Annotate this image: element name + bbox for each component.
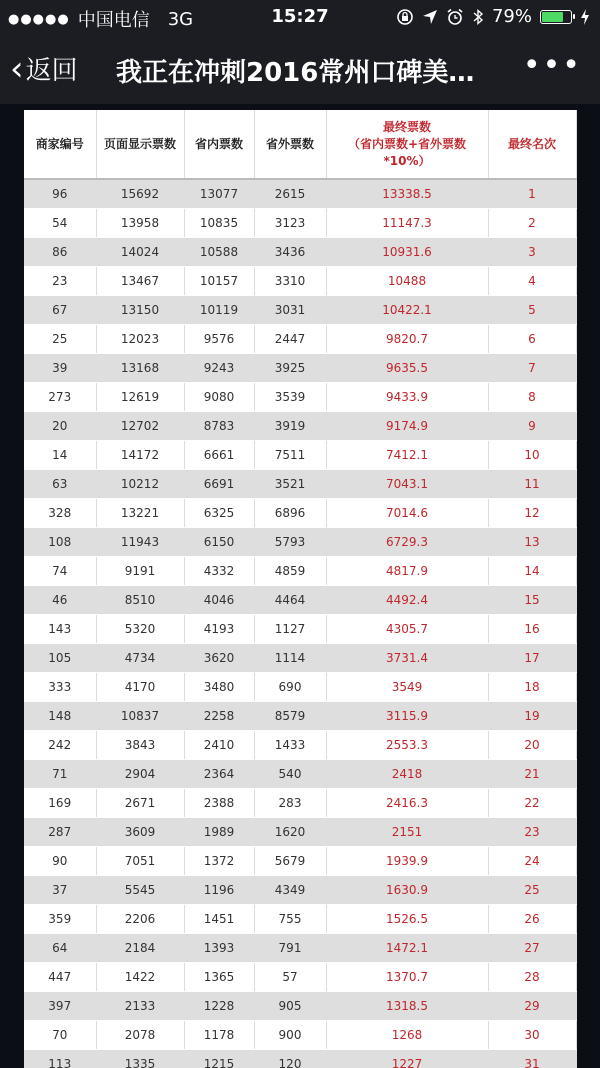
in-province-cell: 8783 bbox=[184, 412, 254, 441]
table-row bbox=[24, 876, 576, 905]
status-bar bbox=[0, 0, 600, 34]
battery-icon bbox=[540, 10, 572, 24]
header-final-votes-line3: *10%） bbox=[383, 153, 431, 168]
page-votes-cell: 2184 bbox=[96, 934, 184, 963]
final-votes-cell: 1227 bbox=[326, 1050, 488, 1068]
merchant-id-cell: 14 bbox=[24, 441, 96, 470]
table-body bbox=[24, 179, 576, 1068]
final-rank-cell: 22 bbox=[488, 789, 576, 818]
network-type: 3G bbox=[167, 8, 194, 30]
table-row bbox=[24, 383, 576, 412]
page-votes-cell: 13958 bbox=[96, 209, 184, 238]
in-province-cell: 1365 bbox=[184, 963, 254, 992]
final-rank-cell: 9 bbox=[488, 412, 576, 441]
in-province-cell: 9080 bbox=[184, 383, 254, 412]
signal-strength-icon: ●●●●● bbox=[8, 11, 70, 27]
out-province-cell: 1433 bbox=[254, 731, 326, 760]
table-row bbox=[24, 615, 576, 644]
final-votes-cell: 4492.4 bbox=[326, 586, 488, 615]
header-out-province-votes: 省外票数 bbox=[254, 110, 326, 179]
header-merchant-id: 商家编号 bbox=[24, 110, 96, 179]
ranking-table bbox=[24, 110, 577, 1068]
out-province-cell: 3310 bbox=[254, 267, 326, 296]
page-votes-cell: 13150 bbox=[96, 296, 184, 325]
out-province-cell: 120 bbox=[254, 1050, 326, 1068]
in-province-cell: 10119 bbox=[184, 296, 254, 325]
in-province-cell: 10835 bbox=[184, 209, 254, 238]
back-button[interactable] bbox=[10, 50, 78, 87]
final-rank-cell: 21 bbox=[488, 760, 576, 789]
out-province-cell: 2615 bbox=[254, 179, 326, 209]
final-votes-cell: 1472.1 bbox=[326, 934, 488, 963]
merchant-id-cell: 108 bbox=[24, 528, 96, 557]
out-province-cell: 3521 bbox=[254, 470, 326, 499]
merchant-id-cell: 74 bbox=[24, 557, 96, 586]
merchant-id-cell: 63 bbox=[24, 470, 96, 499]
in-province-cell: 9243 bbox=[184, 354, 254, 383]
merchant-id-cell: 113 bbox=[24, 1050, 96, 1068]
page-votes-cell: 1422 bbox=[96, 963, 184, 992]
merchant-id-cell: 287 bbox=[24, 818, 96, 847]
final-rank-cell: 23 bbox=[488, 818, 576, 847]
merchant-id-cell: 143 bbox=[24, 615, 96, 644]
in-province-cell: 1196 bbox=[184, 876, 254, 905]
page-votes-cell: 2133 bbox=[96, 992, 184, 1021]
final-rank-cell: 14 bbox=[488, 557, 576, 586]
status-right bbox=[396, 6, 590, 27]
page-votes-cell: 9191 bbox=[96, 557, 184, 586]
out-province-cell: 1114 bbox=[254, 644, 326, 673]
merchant-id-cell: 397 bbox=[24, 992, 96, 1021]
final-rank-cell: 12 bbox=[488, 499, 576, 528]
merchant-id-cell: 96 bbox=[24, 179, 96, 209]
merchant-id-cell: 20 bbox=[24, 412, 96, 441]
final-votes-cell: 1268 bbox=[326, 1021, 488, 1050]
final-rank-cell: 7 bbox=[488, 354, 576, 383]
page-votes-cell: 12023 bbox=[96, 325, 184, 354]
final-votes-cell: 2151 bbox=[326, 818, 488, 847]
page-votes-cell: 10212 bbox=[96, 470, 184, 499]
final-rank-cell: 31 bbox=[488, 1050, 576, 1068]
in-province-cell: 1393 bbox=[184, 934, 254, 963]
out-province-cell: 3925 bbox=[254, 354, 326, 383]
table-row bbox=[24, 557, 576, 586]
page-votes-cell: 13467 bbox=[96, 267, 184, 296]
table-row bbox=[24, 760, 576, 789]
in-province-cell: 6150 bbox=[184, 528, 254, 557]
merchant-id-cell: 86 bbox=[24, 238, 96, 267]
table-row bbox=[24, 528, 576, 557]
final-rank-cell: 10 bbox=[488, 441, 576, 470]
final-rank-cell: 24 bbox=[488, 847, 576, 876]
final-rank-cell: 15 bbox=[488, 586, 576, 615]
page-votes-cell: 4734 bbox=[96, 644, 184, 673]
out-province-cell: 791 bbox=[254, 934, 326, 963]
out-province-cell: 690 bbox=[254, 673, 326, 702]
final-votes-cell: 1370.7 bbox=[326, 963, 488, 992]
page-votes-cell: 3609 bbox=[96, 818, 184, 847]
merchant-id-cell: 64 bbox=[24, 934, 96, 963]
final-votes-cell: 1939.9 bbox=[326, 847, 488, 876]
merchant-id-cell: 23 bbox=[24, 267, 96, 296]
merchant-id-cell: 25 bbox=[24, 325, 96, 354]
out-province-cell: 3031 bbox=[254, 296, 326, 325]
in-province-cell: 4046 bbox=[184, 586, 254, 615]
page-votes-cell: 2206 bbox=[96, 905, 184, 934]
location-arrow-icon bbox=[422, 9, 438, 25]
table-row bbox=[24, 673, 576, 702]
page-title: 我正在冲刺2016常州口碑美… bbox=[116, 58, 475, 88]
page-votes-cell: 14024 bbox=[96, 238, 184, 267]
bluetooth-icon bbox=[472, 8, 484, 26]
table-row bbox=[24, 586, 576, 615]
out-province-cell: 3919 bbox=[254, 412, 326, 441]
final-rank-cell: 16 bbox=[488, 615, 576, 644]
final-rank-cell: 1 bbox=[488, 179, 576, 209]
page-votes-cell: 3843 bbox=[96, 731, 184, 760]
header-in-province-votes: 省内票数 bbox=[184, 110, 254, 179]
header-final-rank: 最终名次 bbox=[488, 110, 576, 179]
in-province-cell: 4332 bbox=[184, 557, 254, 586]
in-province-cell: 10157 bbox=[184, 267, 254, 296]
header-final-votes-line2: （省内票数+省外票数 bbox=[347, 136, 467, 151]
out-province-cell: 3123 bbox=[254, 209, 326, 238]
out-province-cell: 6896 bbox=[254, 499, 326, 528]
page-votes-cell: 2904 bbox=[96, 760, 184, 789]
more-button[interactable]: ••• bbox=[522, 48, 582, 83]
page-votes-cell: 10837 bbox=[96, 702, 184, 731]
table-row bbox=[24, 818, 576, 847]
table-header-row bbox=[24, 110, 576, 179]
merchant-id-cell: 46 bbox=[24, 586, 96, 615]
final-votes-cell: 3731.4 bbox=[326, 644, 488, 673]
final-votes-cell: 9433.9 bbox=[326, 383, 488, 412]
page-votes-cell: 8510 bbox=[96, 586, 184, 615]
header-final-votes bbox=[326, 110, 488, 179]
merchant-id-cell: 67 bbox=[24, 296, 96, 325]
merchant-id-cell: 70 bbox=[24, 1021, 96, 1050]
page-votes-cell: 1335 bbox=[96, 1050, 184, 1068]
final-votes-cell: 1630.9 bbox=[326, 876, 488, 905]
final-rank-cell: 6 bbox=[488, 325, 576, 354]
table-row bbox=[24, 905, 576, 934]
out-province-cell: 1620 bbox=[254, 818, 326, 847]
out-province-cell: 5679 bbox=[254, 847, 326, 876]
merchant-id-cell: 90 bbox=[24, 847, 96, 876]
table-row bbox=[24, 412, 576, 441]
table-row bbox=[24, 963, 576, 992]
alarm-icon bbox=[446, 8, 464, 26]
out-province-cell: 5793 bbox=[254, 528, 326, 557]
in-province-cell: 6661 bbox=[184, 441, 254, 470]
merchant-id-cell: 105 bbox=[24, 644, 96, 673]
final-rank-cell: 20 bbox=[488, 731, 576, 760]
out-province-cell: 2447 bbox=[254, 325, 326, 354]
web-content[interactable] bbox=[0, 104, 600, 1068]
merchant-id-cell: 359 bbox=[24, 905, 96, 934]
table-row bbox=[24, 267, 576, 296]
in-province-cell: 6325 bbox=[184, 499, 254, 528]
out-province-cell: 1127 bbox=[254, 615, 326, 644]
page-votes-cell: 5320 bbox=[96, 615, 184, 644]
out-province-cell: 755 bbox=[254, 905, 326, 934]
in-province-cell: 3480 bbox=[184, 673, 254, 702]
table-row bbox=[24, 934, 576, 963]
page-votes-cell: 13221 bbox=[96, 499, 184, 528]
out-province-cell: 7511 bbox=[254, 441, 326, 470]
out-province-cell: 4349 bbox=[254, 876, 326, 905]
in-province-cell: 1228 bbox=[184, 992, 254, 1021]
out-province-cell: 4859 bbox=[254, 557, 326, 586]
merchant-id-cell: 333 bbox=[24, 673, 96, 702]
table-row bbox=[24, 731, 576, 760]
table-row bbox=[24, 1021, 576, 1050]
final-rank-cell: 25 bbox=[488, 876, 576, 905]
out-province-cell: 8579 bbox=[254, 702, 326, 731]
merchant-id-cell: 273 bbox=[24, 383, 96, 412]
table-row bbox=[24, 209, 576, 238]
charging-bolt-icon bbox=[580, 9, 590, 25]
final-rank-cell: 8 bbox=[488, 383, 576, 412]
final-rank-cell: 13 bbox=[488, 528, 576, 557]
table-row bbox=[24, 992, 576, 1021]
merchant-id-cell: 39 bbox=[24, 354, 96, 383]
table-row bbox=[24, 441, 576, 470]
final-rank-cell: 2 bbox=[488, 209, 576, 238]
table-row bbox=[24, 296, 576, 325]
final-votes-cell: 9635.5 bbox=[326, 354, 488, 383]
final-votes-cell: 13338.5 bbox=[326, 179, 488, 209]
in-province-cell: 1989 bbox=[184, 818, 254, 847]
table-row bbox=[24, 847, 576, 876]
in-province-cell: 6691 bbox=[184, 470, 254, 499]
page-votes-cell: 15692 bbox=[96, 179, 184, 209]
status-time: 15:27 bbox=[271, 6, 329, 27]
header-final-votes-line1: 最终票数 bbox=[382, 119, 431, 134]
final-votes-cell: 9174.9 bbox=[326, 412, 488, 441]
table-row bbox=[24, 789, 576, 818]
final-votes-cell: 7412.1 bbox=[326, 441, 488, 470]
in-province-cell: 10588 bbox=[184, 238, 254, 267]
in-province-cell: 2258 bbox=[184, 702, 254, 731]
table-row bbox=[24, 354, 576, 383]
final-rank-cell: 4 bbox=[488, 267, 576, 296]
table-row bbox=[24, 238, 576, 267]
table-row bbox=[24, 179, 576, 209]
table-row bbox=[24, 470, 576, 499]
in-province-cell: 4193 bbox=[184, 615, 254, 644]
out-province-cell: 540 bbox=[254, 760, 326, 789]
final-votes-cell: 7014.6 bbox=[326, 499, 488, 528]
final-rank-cell: 11 bbox=[488, 470, 576, 499]
out-province-cell: 3436 bbox=[254, 238, 326, 267]
header-page-votes: 页面显示票数 bbox=[96, 110, 184, 179]
final-votes-cell: 6729.3 bbox=[326, 528, 488, 557]
in-province-cell: 2388 bbox=[184, 789, 254, 818]
page-votes-cell: 11943 bbox=[96, 528, 184, 557]
table-row bbox=[24, 644, 576, 673]
final-rank-cell: 17 bbox=[488, 644, 576, 673]
page-votes-cell: 13168 bbox=[96, 354, 184, 383]
out-province-cell: 57 bbox=[254, 963, 326, 992]
final-votes-cell: 1318.5 bbox=[326, 992, 488, 1021]
back-label: 返回 bbox=[25, 56, 78, 86]
final-votes-cell: 10488 bbox=[326, 267, 488, 296]
out-province-cell: 283 bbox=[254, 789, 326, 818]
merchant-id-cell: 328 bbox=[24, 499, 96, 528]
final-rank-cell: 5 bbox=[488, 296, 576, 325]
orientation-lock-icon bbox=[396, 8, 414, 26]
out-province-cell: 905 bbox=[254, 992, 326, 1021]
in-province-cell: 13077 bbox=[184, 179, 254, 209]
chevron-left-icon: ‹ bbox=[10, 48, 24, 89]
out-province-cell: 3539 bbox=[254, 383, 326, 412]
page-votes-cell: 2078 bbox=[96, 1021, 184, 1050]
final-votes-cell: 7043.1 bbox=[326, 470, 488, 499]
final-votes-cell: 2416.3 bbox=[326, 789, 488, 818]
final-votes-cell: 2418 bbox=[326, 760, 488, 789]
in-province-cell: 9576 bbox=[184, 325, 254, 354]
ranking-sheet bbox=[24, 110, 576, 1068]
in-province-cell: 1372 bbox=[184, 847, 254, 876]
merchant-id-cell: 71 bbox=[24, 760, 96, 789]
page-votes-cell: 12702 bbox=[96, 412, 184, 441]
page-votes-cell: 2671 bbox=[96, 789, 184, 818]
table-row bbox=[24, 702, 576, 731]
in-province-cell: 2364 bbox=[184, 760, 254, 789]
final-rank-cell: 18 bbox=[488, 673, 576, 702]
merchant-id-cell: 447 bbox=[24, 963, 96, 992]
final-votes-cell: 4305.7 bbox=[326, 615, 488, 644]
final-rank-cell: 26 bbox=[488, 905, 576, 934]
battery-percent: 79% bbox=[491, 6, 532, 27]
final-votes-cell: 3549 bbox=[326, 673, 488, 702]
merchant-id-cell: 37 bbox=[24, 876, 96, 905]
table-row bbox=[24, 499, 576, 528]
table-row bbox=[24, 1050, 576, 1068]
final-votes-cell: 3115.9 bbox=[326, 702, 488, 731]
table-row bbox=[24, 325, 576, 354]
final-votes-cell: 4817.9 bbox=[326, 557, 488, 586]
final-rank-cell: 27 bbox=[488, 934, 576, 963]
battery-fill bbox=[542, 12, 563, 22]
final-votes-cell: 2553.3 bbox=[326, 731, 488, 760]
merchant-id-cell: 54 bbox=[24, 209, 96, 238]
final-rank-cell: 29 bbox=[488, 992, 576, 1021]
final-votes-cell: 11147.3 bbox=[326, 209, 488, 238]
final-rank-cell: 3 bbox=[488, 238, 576, 267]
page-votes-cell: 4170 bbox=[96, 673, 184, 702]
page-votes-cell: 14172 bbox=[96, 441, 184, 470]
final-votes-cell: 1526.5 bbox=[326, 905, 488, 934]
page-votes-cell: 5545 bbox=[96, 876, 184, 905]
out-province-cell: 900 bbox=[254, 1021, 326, 1050]
merchant-id-cell: 148 bbox=[24, 702, 96, 731]
final-rank-cell: 19 bbox=[488, 702, 576, 731]
final-votes-cell: 10931.6 bbox=[326, 238, 488, 267]
in-province-cell: 1451 bbox=[184, 905, 254, 934]
carrier-name: 中国电信 bbox=[77, 10, 150, 31]
merchant-id-cell: 169 bbox=[24, 789, 96, 818]
page-votes-cell: 7051 bbox=[96, 847, 184, 876]
in-province-cell: 1215 bbox=[184, 1050, 254, 1068]
final-votes-cell: 10422.1 bbox=[326, 296, 488, 325]
nav-bar bbox=[0, 34, 600, 104]
final-rank-cell: 28 bbox=[488, 963, 576, 992]
out-province-cell: 4464 bbox=[254, 586, 326, 615]
in-province-cell: 2410 bbox=[184, 731, 254, 760]
page-votes-cell: 12619 bbox=[96, 383, 184, 412]
in-province-cell: 3620 bbox=[184, 644, 254, 673]
merchant-id-cell: 242 bbox=[24, 731, 96, 760]
in-province-cell: 1178 bbox=[184, 1021, 254, 1050]
final-rank-cell: 30 bbox=[488, 1021, 576, 1050]
final-votes-cell: 9820.7 bbox=[326, 325, 488, 354]
